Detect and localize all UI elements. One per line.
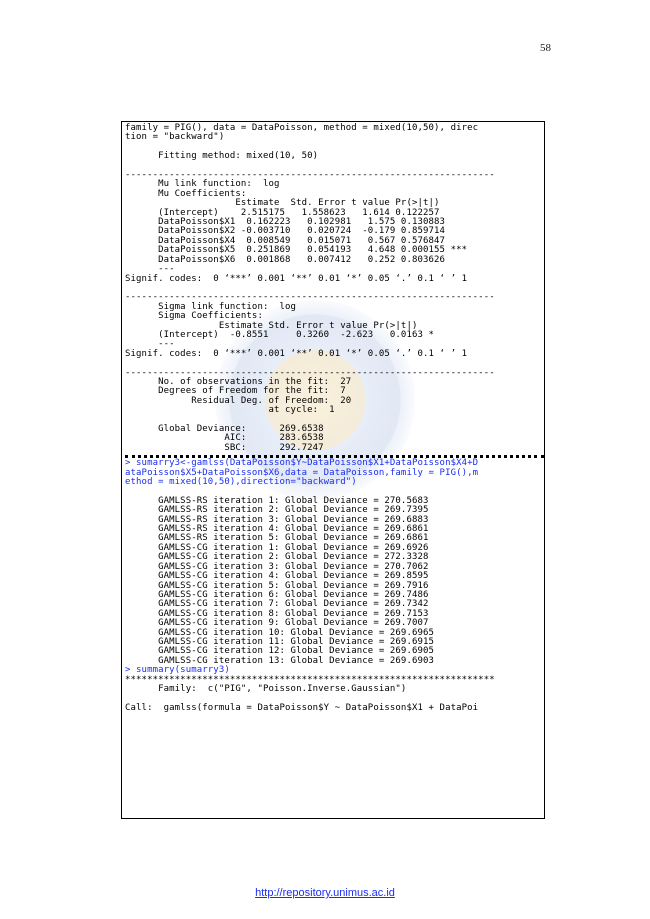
console-output-line: DataPoisson$X1 0.162223 0.102981 1.575 0.130883 [125, 217, 446, 228]
console-command-line: ethod = mixed(10,50),direction="backward") [125, 477, 357, 488]
console-output-line: GAMLSS-CG iteration 12: Global Deviance = 269.6905 [125, 646, 435, 657]
console-output-line: GAMLSS-CG iteration 10: Global Deviance = 269.6965 [125, 627, 435, 638]
page-number: 58 [540, 42, 551, 54]
console-output-line: Estimate Std. Error t value Pr(>|t|) [125, 198, 440, 209]
console-output-line: (Intercept) -0.8551 0.3260 -2.623 0.0163 * [125, 329, 435, 340]
console-output-line: (Intercept) 2.515175 1.558623 1.614 0.122257 [125, 207, 440, 218]
console-output-line: GAMLSS-RS iteration 4: Global Deviance = 269.6861 [125, 524, 429, 535]
console-output-line: GAMLSS-CG iteration 8: Global Deviance = 269.7153 [125, 608, 429, 619]
console-output-line: --- [125, 264, 175, 275]
console-output-line: GAMLSS-CG iteration 7: Global Deviance = 269.7342 [125, 599, 429, 610]
console-output-line: Family: c("PIG", "Poisson.Inverse.Gaussian") [125, 683, 407, 694]
console-output-line: Mu link function: log [125, 179, 280, 190]
console-output-line: GAMLSS-RS iteration 3: Global Deviance = 269.6883 [125, 514, 429, 525]
console-output-line: at cycle: 1 [125, 405, 335, 416]
console-output-line: Call: gamlss(formula = DataPoisson$Y ~ DataPoisson$X1 + DataPoi [125, 702, 479, 713]
console-output-line: GAMLSS-CG iteration 4: Global Deviance = 269.8595 [125, 571, 429, 582]
console-output-line: GAMLSS-CG iteration 9: Global Deviance = 269.7007 [125, 618, 429, 629]
console-output-line: tion = "backward") [125, 132, 225, 143]
console-output-line: AIC: 283.6538 [125, 433, 324, 444]
console-output-line: DataPoisson$X6 0.001868 0.007412 0.252 0.803626 [125, 254, 446, 265]
console-output-line: SBC: 292.7247 [125, 442, 324, 453]
console-output-line: Estimate Std. Error t value Pr(>|t|) [125, 320, 418, 331]
console-command-line: > sumarry3<-gamlss(DataPoisson$Y~DataPoisson$X1+DataPoisson$X4+D [125, 458, 479, 469]
console-output-line: Signif. codes: 0 ‘***’ 0.001 ‘**’ 0.01 ‘*’ 0.05 ‘.’ 0.1 ‘ ’ 1 [125, 348, 468, 359]
console-output-line: Signif. codes: 0 ‘***’ 0.001 ‘**’ 0.01 ‘*’ 0.05 ‘.’ 0.1 ‘ ’ 1 [125, 273, 468, 284]
console-output-line: GAMLSS-CG iteration 1: Global Deviance = 269.6926 [125, 542, 429, 553]
console-output-line: ------------------------------------------------------------------- [125, 292, 495, 303]
console-output-line: Global Deviance: 269.6538 [125, 424, 324, 434]
console-output-line: Sigma link function: log [125, 301, 297, 312]
console-output-line: GAMLSS-CG iteration 3: Global Deviance = 270.7062 [125, 561, 429, 572]
console-output-line: DataPoisson$X2 -0.003710 0.020724 -0.179 0.859714 [125, 226, 446, 237]
console-output-line: --- [125, 339, 175, 350]
console-output-line: Sigma Coefficients: [125, 311, 263, 322]
console-output-line: GAMLSS-CG iteration 13: Global Deviance = 269.6903 [125, 655, 435, 666]
console-output-line: Degrees of Freedom for the fit: 7 [125, 386, 346, 397]
console-lines [122, 122, 544, 713]
console-output-line: No. of observations in the fit: 27 [125, 376, 352, 387]
console-output-line: Residual Deg. of Freedom: 20 [125, 395, 352, 406]
console-output-line: ------------------------------------------------------------------- [125, 367, 495, 378]
console-output-line: ******************************************************************* [125, 674, 495, 685]
console-command-line: > summary(sumarry3) [125, 665, 230, 676]
console-output-line: GAMLSS-CG iteration 5: Global Deviance = 269.7916 [125, 580, 429, 591]
console-command-line: ataPoisson$X5+DataPoisson$X6,data = DataPoisson,family = PIG(),m [125, 467, 479, 478]
console-output-line: GAMLSS-RS iteration 1: Global Deviance = 270.5683 [125, 495, 429, 506]
console-output-line: family = PIG(), data = DataPoisson, method = mixed(10,50), direc [125, 123, 479, 133]
console-output-line: Fitting method: mixed(10, 50) [125, 151, 319, 162]
console-output-line: GAMLSS-RS iteration 2: Global Deviance = 269.7395 [125, 505, 429, 516]
r-console-output [121, 121, 545, 819]
console-output-line: Mu Coefficients: [125, 188, 247, 199]
console-output-line: GAMLSS-CG iteration 2: Global Deviance = 272.3328 [125, 552, 429, 563]
console-output-line: ------------------------------------------------------------------- [125, 170, 495, 181]
console-output-line: GAMLSS-RS iteration 5: Global Deviance = 269.6861 [125, 533, 429, 544]
console-output-line: DataPoisson$X5 0.251869 0.054193 4.648 0.000155 *** [125, 245, 468, 256]
console-output-line: GAMLSS-CG iteration 11: Global Deviance = 269.6915 [125, 636, 435, 647]
repository-link[interactable]: http://repository.unimus.ac.id [255, 887, 395, 899]
console-output-line: GAMLSS-CG iteration 6: Global Deviance = 269.7486 [125, 589, 429, 600]
console-output-line: DataPoisson$X4 0.008549 0.015071 0.567 0.576847 [125, 235, 446, 246]
